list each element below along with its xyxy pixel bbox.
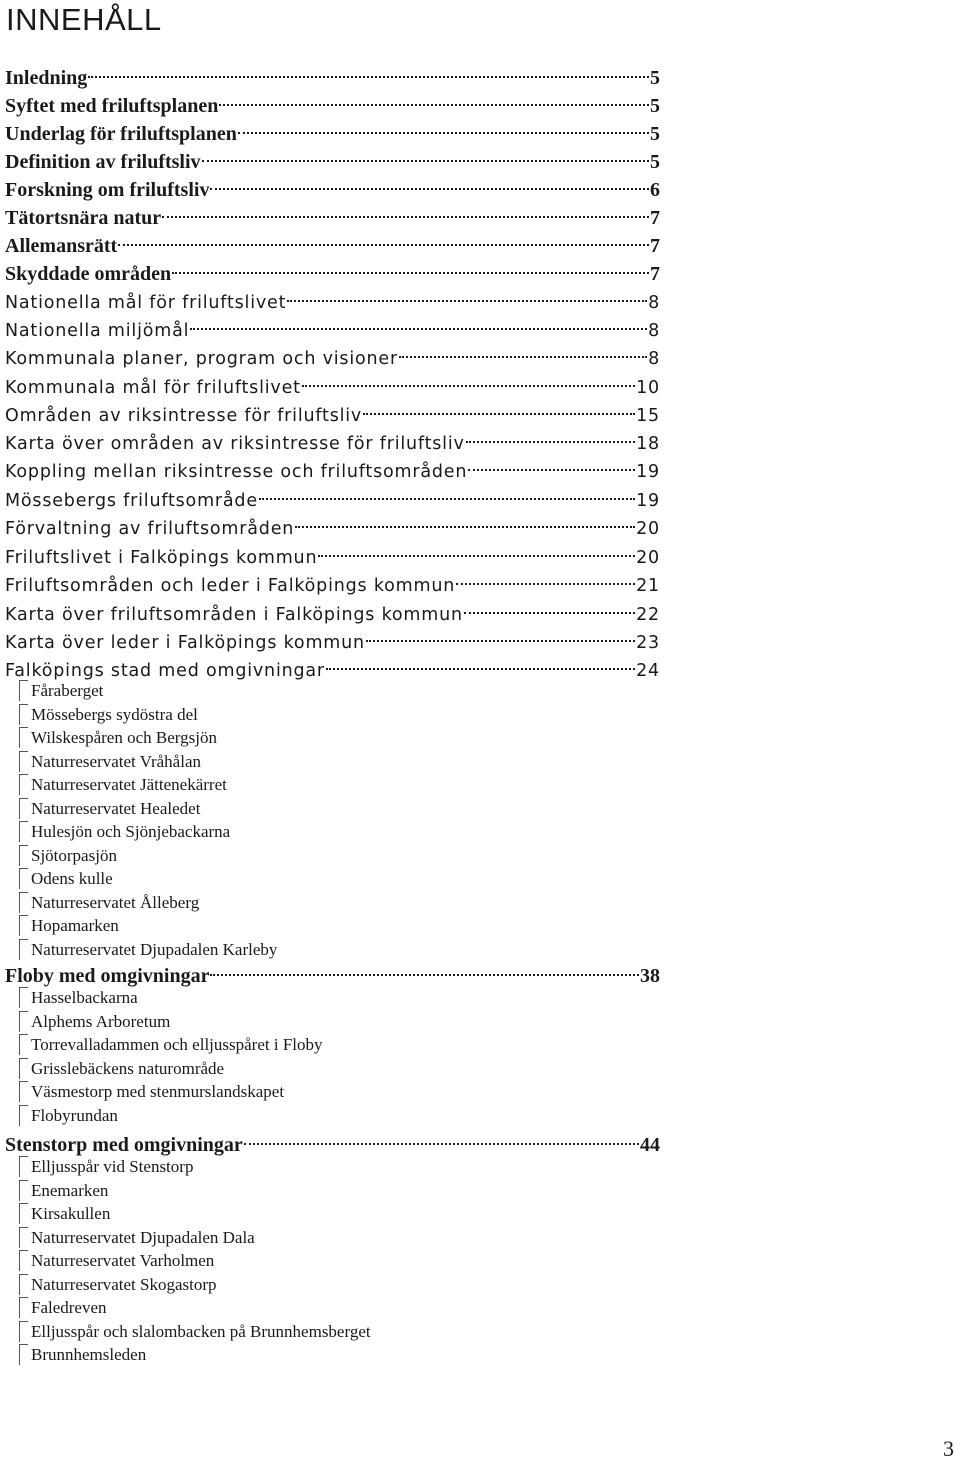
toc-sub-item[interactable]: Wilskespåren och Bergsjön (31, 728, 217, 747)
toc-entry-label: Falköpings stad med omgivningar (5, 661, 325, 681)
sub-item-bracket (19, 821, 28, 842)
toc-entry[interactable] (5, 373, 660, 401)
toc-entry-page: 19 (636, 462, 660, 482)
toc-entry[interactable] (5, 457, 660, 485)
dot-leader (172, 260, 649, 274)
toc-sub-item[interactable]: Enemarken (31, 1180, 109, 1200)
toc-entry-page: 15 (636, 406, 660, 426)
toc-entry-label: Mössebergs friluftsområde (5, 491, 258, 511)
toc-entry-page: 23 (636, 633, 660, 653)
sub-item-bracket (19, 1156, 28, 1177)
toc-sub-item[interactable]: Elljusspår och slalombacken på Brunnhemsberget (31, 1321, 371, 1341)
sub-item-bracket (19, 751, 28, 772)
dot-leader (318, 543, 635, 557)
toc-entry-page: 20 (636, 548, 660, 568)
sub-item-bracket (19, 1011, 28, 1032)
dot-leader (363, 401, 635, 415)
sub-item-bracket (19, 845, 28, 866)
page-title: INNEHÅLL (6, 2, 162, 37)
toc-entry-page: 5 (650, 95, 660, 117)
toc-sub-item[interactable]: Naturreservatet Varholmen (31, 1251, 215, 1270)
toc-entry-label: Skyddade områden (5, 263, 172, 285)
dot-leader (190, 316, 647, 330)
toc-entry[interactable] (5, 260, 660, 288)
dot-leader (238, 120, 649, 134)
sub-item-bracket (19, 1297, 28, 1318)
toc-entry-label: Koppling mellan riksintresse och friluftsområden (5, 462, 468, 482)
toc-entry[interactable] (5, 571, 660, 599)
toc-entry[interactable] (5, 120, 660, 148)
sub-item-bracket (19, 1344, 28, 1365)
dot-leader (302, 373, 635, 387)
toc-entry-page: 7 (650, 263, 660, 285)
toc-entry-page: 10 (636, 378, 660, 398)
toc-sub-item[interactable]: Fåraberget (31, 681, 104, 700)
dot-leader (259, 486, 635, 500)
toc-entry-page: 5 (650, 67, 660, 89)
toc-sub-item[interactable]: Hulesjön och Sjönjebackarna (31, 822, 231, 841)
dot-leader (456, 571, 635, 585)
toc-entry-page: 24 (636, 661, 660, 681)
toc-sub-item[interactable]: Mössebergs sydöstra del (31, 704, 198, 724)
toc-entry[interactable] (5, 514, 660, 542)
toc-entry-label: Karta över områden av riksintresse för friluftsliv (5, 434, 465, 454)
toc-entry-page: 18 (636, 434, 660, 454)
toc-entry-label: Karta över friluftsområden i Falköpings kommun (5, 605, 463, 625)
toc-entry-label: Friluftslivet i Falköpings kommun (5, 548, 318, 568)
toc-entry-page: 19 (636, 491, 660, 511)
toc-entry-page: 6 (650, 179, 660, 201)
dot-leader (219, 92, 649, 106)
toc-entry-label: Allemansrätt (5, 235, 118, 257)
toc-entry-page: 20 (636, 519, 660, 539)
toc-entry-label: Nationella miljömål (5, 321, 190, 341)
toc-sub-item[interactable]: Naturreservatet Jättenekärret (31, 775, 227, 794)
toc-entry-page: 7 (650, 207, 660, 229)
sub-item-bracket (19, 704, 28, 725)
sub-item-bracket (19, 680, 28, 701)
sub-item-bracket (19, 1321, 28, 1342)
toc-entry[interactable] (5, 204, 660, 232)
toc-sub-item[interactable]: Sjötorpasjön (31, 845, 117, 865)
toc-entry[interactable] (5, 288, 660, 316)
toc-sub-item[interactable]: Hopamarken (31, 916, 119, 935)
dot-leader (88, 64, 649, 78)
toc-entry-label: Stenstorp med omgivningar (5, 1134, 243, 1156)
sub-item-bracket (19, 727, 28, 748)
dot-leader (210, 962, 639, 976)
toc-sub-item[interactable]: Elljusspår vid Stenstorp (31, 1157, 194, 1176)
sub-item-bracket (19, 1058, 28, 1079)
toc-entry-label: Tätortsnära natur (5, 207, 162, 229)
sub-item-bracket (19, 798, 28, 819)
toc-entry-label: Områden av riksintresse för friluftsliv (5, 406, 363, 426)
sub-item-bracket (19, 1203, 28, 1224)
toc-entry-label: Forskning om friluftsliv (5, 179, 210, 201)
toc-entry[interactable] (5, 232, 660, 260)
toc-entry-label: Syftet med friluftsplanen (5, 95, 219, 117)
toc-entry-page: 21 (636, 576, 660, 596)
toc-entry-page: 8 (648, 349, 660, 369)
sub-item-bracket (19, 939, 28, 960)
toc-entry-label: Inledning (5, 67, 88, 89)
sub-item-bracket (19, 1180, 28, 1201)
sub-item-bracket (19, 774, 28, 795)
toc-sub-item[interactable]: Torrevalladammen och elljusspåret i Floby (31, 1035, 323, 1054)
toc-entry[interactable] (5, 92, 660, 120)
toc-entry-label: Kommunala planer, program och visioner (5, 349, 398, 369)
toc-entry[interactable] (5, 429, 660, 457)
toc-sub-item[interactable]: Odens kulle (31, 869, 113, 888)
toc-entry[interactable] (5, 176, 660, 204)
toc-entry[interactable] (5, 628, 660, 656)
toc-entry-label: Förvaltning av friluftsområden (5, 519, 295, 539)
dot-leader (399, 344, 647, 358)
toc-entry[interactable] (5, 656, 660, 684)
dot-leader (118, 232, 649, 246)
toc-entry-label: Kommunala mål för friluftslivet (5, 378, 301, 398)
toc-sub-item[interactable]: Flobyrundan (31, 1105, 118, 1125)
toc-sub-item[interactable]: Naturreservatet Healedet (31, 798, 201, 818)
toc-entry[interactable] (5, 600, 660, 628)
toc-entry-label: Underlag för friluftsplanen (5, 123, 237, 145)
toc-entry-label: Friluftsområden och leder i Falköpings kommun (5, 576, 456, 596)
toc-entry[interactable] (5, 486, 660, 514)
toc-sub-item[interactable]: Naturreservatet Djupadalen Karleby (31, 939, 278, 959)
toc-entry-label: Nationella mål för friluftslivet (5, 293, 287, 313)
dot-leader (326, 656, 635, 670)
toc-sub-item[interactable]: Väsmestorp med stenmurslandskapet (31, 1082, 285, 1101)
toc-entry[interactable] (5, 148, 660, 176)
toc-entry[interactable] (5, 962, 660, 990)
dot-leader (244, 1131, 639, 1145)
dot-leader (366, 628, 635, 642)
dot-leader (202, 148, 649, 162)
toc-entry[interactable] (5, 1131, 660, 1159)
toc-sub-item[interactable]: Alphems Arboretum (31, 1011, 171, 1031)
page-number: 3 (943, 1436, 954, 1461)
toc-sub-item[interactable]: Hasselbackarna (31, 988, 138, 1007)
sub-item-bracket (19, 915, 28, 936)
toc-sub-item[interactable]: Naturreservatet Djupadalen Dala (31, 1227, 255, 1247)
toc-entry-page: 8 (648, 321, 660, 341)
toc-sub-item[interactable]: Naturreservatet Ålleberg (31, 892, 200, 912)
dot-leader (466, 429, 635, 443)
sub-item-bracket (19, 892, 28, 913)
toc-entry[interactable] (5, 64, 660, 92)
sub-item-bracket (19, 868, 28, 889)
toc-entry-page: 7 (650, 235, 660, 257)
toc-entry-page: 8 (648, 293, 660, 313)
sub-item-bracket (19, 987, 28, 1008)
toc-sub-item[interactable]: Faledreven (31, 1298, 107, 1317)
toc-entry-page: 22 (636, 605, 660, 625)
sub-item-bracket (19, 1250, 28, 1271)
sub-item-bracket (19, 1227, 28, 1248)
toc-entry-page: 38 (640, 965, 660, 987)
toc-sub-item[interactable]: Naturreservatet Vråhålan (31, 751, 201, 771)
dot-leader (287, 288, 647, 302)
toc-entry-label: Karta över leder i Falköpings kommun (5, 633, 365, 653)
dot-leader (210, 176, 649, 190)
toc-sub-item[interactable]: Kirsakullen (31, 1204, 111, 1223)
toc-entry-page: 5 (650, 151, 660, 173)
toc-entry[interactable] (5, 401, 660, 429)
dot-leader (295, 514, 635, 528)
toc-sub-item[interactable]: Grisslebäckens naturområde (31, 1058, 225, 1078)
toc-entry[interactable] (5, 316, 660, 344)
sub-item-bracket (19, 1105, 28, 1126)
toc-entry-page: 44 (640, 1134, 660, 1156)
dot-leader (162, 204, 649, 218)
toc-entry[interactable] (5, 543, 660, 571)
dot-leader (464, 600, 635, 614)
toc-sub-item[interactable]: Naturreservatet Skogastorp (31, 1274, 217, 1294)
sub-item-bracket (19, 1274, 28, 1295)
toc-entry[interactable] (5, 344, 660, 372)
toc-entry-label: Floby med omgivningar (5, 965, 210, 987)
dot-leader (468, 457, 635, 471)
toc-entry-label: Definition av friluftsliv (5, 151, 201, 173)
sub-item-bracket (19, 1034, 28, 1055)
sub-item-bracket (19, 1081, 28, 1102)
toc-sub-item[interactable]: Brunnhemsleden (31, 1345, 147, 1364)
toc-entry-page: 5 (650, 123, 660, 145)
